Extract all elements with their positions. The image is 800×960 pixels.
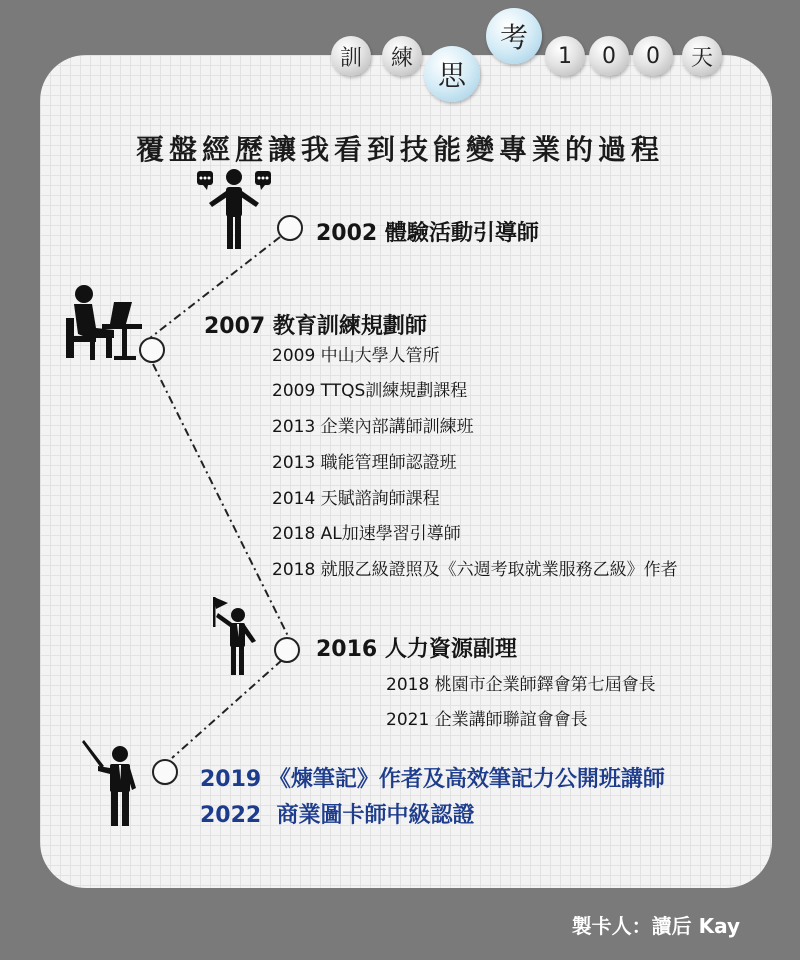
entry-2007-item: 2013 企業內部講師訓練班 bbox=[272, 417, 474, 437]
page-title: 覆盤經歷讓我看到技能變專業的過程 bbox=[135, 133, 664, 166]
entry-2007-item: 2018 就服乙級證照及《六週考取就業服務乙級》作者 bbox=[272, 560, 678, 580]
timeline-node-2016 bbox=[274, 637, 300, 663]
timeline-node-2019 bbox=[152, 759, 178, 785]
header-char-5: 1 bbox=[545, 36, 585, 76]
entry-2007-item: 2014 天賦諮詢師課程 bbox=[272, 489, 440, 509]
entry-2007-heading: 2007 教育訓練規劃師 bbox=[204, 314, 427, 339]
header-char-4: 考 bbox=[486, 8, 542, 64]
header-char-8: 天 bbox=[682, 36, 722, 76]
desk-worker-icon bbox=[62, 284, 144, 364]
entry-2016-item: 2021 企業講師聯誼會會長 bbox=[386, 710, 588, 730]
card-credit: 製卡人：讀后 Kay bbox=[571, 914, 740, 938]
header-char-6: 0 bbox=[589, 36, 629, 76]
entry-2022-line: 2022 商業圖卡師中級認證 bbox=[200, 803, 475, 828]
header-char-7: 0 bbox=[633, 36, 673, 76]
entry-2007-item: 2013 職能管理師認證班 bbox=[272, 453, 457, 473]
header-char-2: 練 bbox=[382, 36, 422, 76]
entry-2002-heading: 2002 體驗活動引導師 bbox=[316, 221, 539, 246]
entry-2007-item: 2018 AL加速學習引導師 bbox=[272, 524, 461, 544]
entry-2016-item: 2018 桃園市企業師鐸會第七屆會長 bbox=[386, 675, 656, 695]
header-char-3: 思 bbox=[424, 46, 480, 102]
entry-2007-item: 2009 TTQS訓練規劃課程 bbox=[272, 381, 468, 401]
entry-2019-line: 2019 《煉筆記》作者及高效筆記力公開班講師 bbox=[200, 767, 665, 792]
entry-2007-item: 2009 中山大學人管所 bbox=[272, 346, 440, 366]
header-char-1: 訓 bbox=[331, 36, 371, 76]
entry-2016-heading: 2016 人力資源副理 bbox=[316, 637, 517, 662]
presenter-speech-bubbles-icon bbox=[195, 165, 275, 253]
timeline-node-2002 bbox=[277, 215, 303, 241]
pointer-teacher-icon bbox=[80, 740, 142, 828]
flag-bearer-icon bbox=[210, 595, 262, 677]
